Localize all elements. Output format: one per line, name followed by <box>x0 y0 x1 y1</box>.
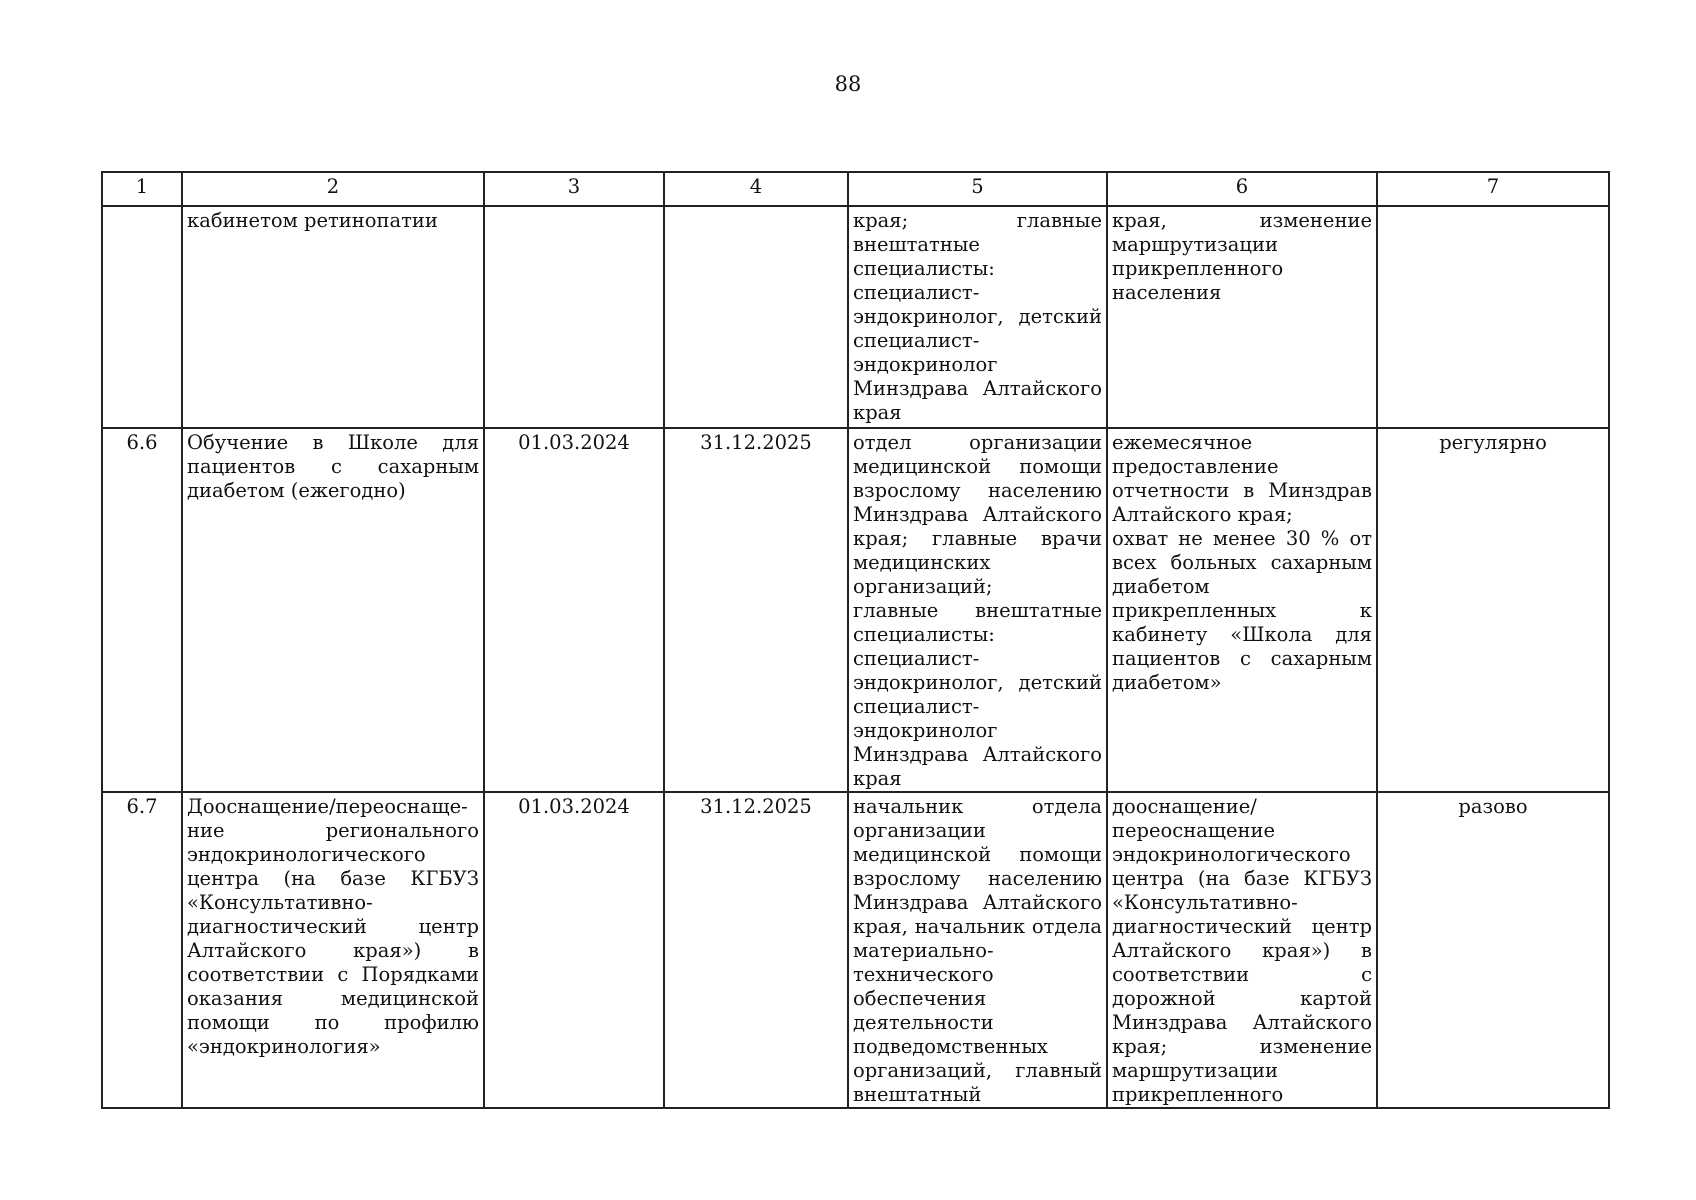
responsible-persons: края; главные внештатные специалисты: специалист-эндокринолог, детский специалист-эндокринолог Минздрава Алтайского края <box>848 206 1107 428</box>
column-header: 1 <box>102 172 182 206</box>
header-row <box>102 172 1609 206</box>
end-date <box>664 206 848 428</box>
activity-name: кабинетом ретинопатии <box>182 206 484 428</box>
start-date <box>484 206 664 428</box>
row-number <box>102 206 182 428</box>
expected-result: дооснащение/ переоснащение эндокринологического центра (на базе КГБУЗ «Консультативно-диагностический центр Алтайского края») в соответствии с дорожной картой Минздрава Алтайского края; изменение маршрутизации прикрепленного <box>1107 792 1377 1108</box>
table-header <box>102 172 1609 206</box>
start-date: 01.03.2024 <box>484 792 664 1108</box>
column-header: 6 <box>1107 172 1377 206</box>
row-number: 6.6 <box>102 428 182 792</box>
frequency <box>1377 206 1609 428</box>
row-number: 6.7 <box>102 792 182 1108</box>
column-header: 3 <box>484 172 664 206</box>
table-row <box>102 206 1609 428</box>
responsible-persons: начальник отдела организации медицинской помощи взрослому населению Минздрава Алтайского края, начальник отдела материально-технического обеспечения деятельности подведомственных организаций, главный внештатный <box>848 792 1107 1108</box>
start-date: 01.03.2024 <box>484 428 664 792</box>
expected-result: ежемесячное предоставление отчетности в Минздрав Алтайского края; охват не менее 30 % от всех больных сахарным диабетом прикрепленных к кабинету «Школа для пациентов с сахарным диабетом» <box>1107 428 1377 792</box>
table-row <box>102 428 1609 792</box>
page-number: 88 <box>834 72 862 96</box>
end-date: 31.12.2025 <box>664 428 848 792</box>
activity-name: Обучение в Школе для пациентов с сахарным диабетом (ежегодно) <box>182 428 484 792</box>
frequency: разово <box>1377 792 1609 1108</box>
activity-name: Дооснащение/переоснаще-ние регионального эндокринологического центра (на базе КГБУЗ «Консультативно-диагностический центр Алтайского края») в соответствии с Порядками оказания медицинской помощи по профилю «эндокринология» <box>182 792 484 1108</box>
frequency: регулярно <box>1377 428 1609 792</box>
table-row <box>102 792 1609 1108</box>
column-header: 2 <box>182 172 484 206</box>
column-header: 7 <box>1377 172 1609 206</box>
column-header: 5 <box>848 172 1107 206</box>
plan-table <box>101 171 1610 1109</box>
column-header: 4 <box>664 172 848 206</box>
responsible-persons: отдел организации медицинской помощи взрослому населению Минздрава Алтайского края; главные врачи медицинских организаций; главные внештатные специалисты: специалист-эндокринолог, детский специалист-эндокринолог Минздрава Алтайского края <box>848 428 1107 792</box>
expected-result: края, изменение маршрутизации прикрепленного населения <box>1107 206 1377 428</box>
end-date: 31.12.2025 <box>664 792 848 1108</box>
